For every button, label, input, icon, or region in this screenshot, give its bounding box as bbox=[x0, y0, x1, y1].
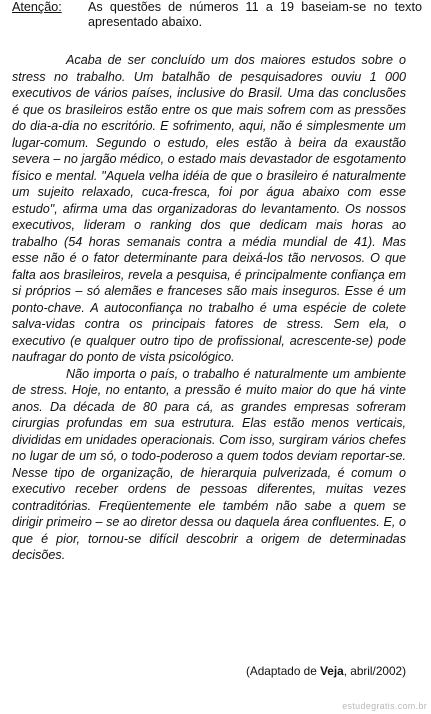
article-paragraph-1: Acaba de ser concluído um dos maiores estudos sobre o stress no trabalho. Um batalhão de pesquisadores ouviu 1 000 executivos de vários países, inclusive do Brasil. Uma das conclusões é que os brasileiros estão entre os que mais sofrem com as pressões do dia-a-dia no escritório. E sofrimento, aqui, não é simplesmente um lugar-comum. Segundo o estudo, eles estão à beira da exaustão severa – no jargão médico, o estado mais devastador de esgotamento físico e mental. "Aquela velha idéia de que o brasileiro é naturalmente um sujeito relaxado, cuca-fresca, foi por água abaixo com esse estudo", afirma uma das organizadoras do levantamento. Os nossos executivos, lideram o ranking dos que dedicam mais horas ao trabalho (54 horas semanais contra a média mundial de 41). Mas esse não é o fator determinante para deixá-los tão nervosos. O que falta aos brasileiros, revela a pesquisa, é principalmente confiança em si próprios – só alemães e franceses são mais inseguros. Esse é um ponto-chave. A autoconfiança no trabalho é uma espécie de colete salva-vidas contra os principais fatores de stress. Sem ela, o executivo (e qualquer outro tipo de profissional, acrescente-se) pode naufragar do ponto de vista psicológico. bbox=[12, 53, 406, 364]
source-citation bbox=[246, 664, 406, 678]
notice-text: As questões de números 11 a 19 baseiam-se no texto apresentado abaixo. bbox=[88, 0, 422, 29]
notice-label: Atenção: bbox=[12, 0, 62, 14]
source-magazine: Veja bbox=[320, 664, 344, 678]
article-paragraph-2: Não importa o país, o trabalho é naturalmente um ambiente de stress. Hoje, no entanto, a pressão é muito maior do que há vinte anos. Da década de 80 para cá, as grandes empresas sofreram cirurgias profundas em sua estrutura. Elas estão menos verticais, divididas em unidades operacionais. Com isso, surgiram vários chefes no lugar de um só, o todo-poderoso a quem todos deviam reportar-se. Nesse tipo de organização, de hierarquia pulverizada, é comum o executivo receber ordens de pessoas diferentes, muitas vezes contraditórias. Freqüentemente ele também não sabe a quem se dirigir primeiro – se ao diretor dessa ou daquela área confluentes. E, o que é pior, tornou-se difícil descobrir a origem de determinadas decisões. bbox=[12, 366, 406, 562]
watermark: estudegratis.com.br bbox=[342, 701, 427, 711]
source-suffix: , abril/2002) bbox=[343, 664, 406, 678]
article-text bbox=[12, 52, 406, 564]
source-prefix: (Adaptado de bbox=[245, 664, 321, 678]
